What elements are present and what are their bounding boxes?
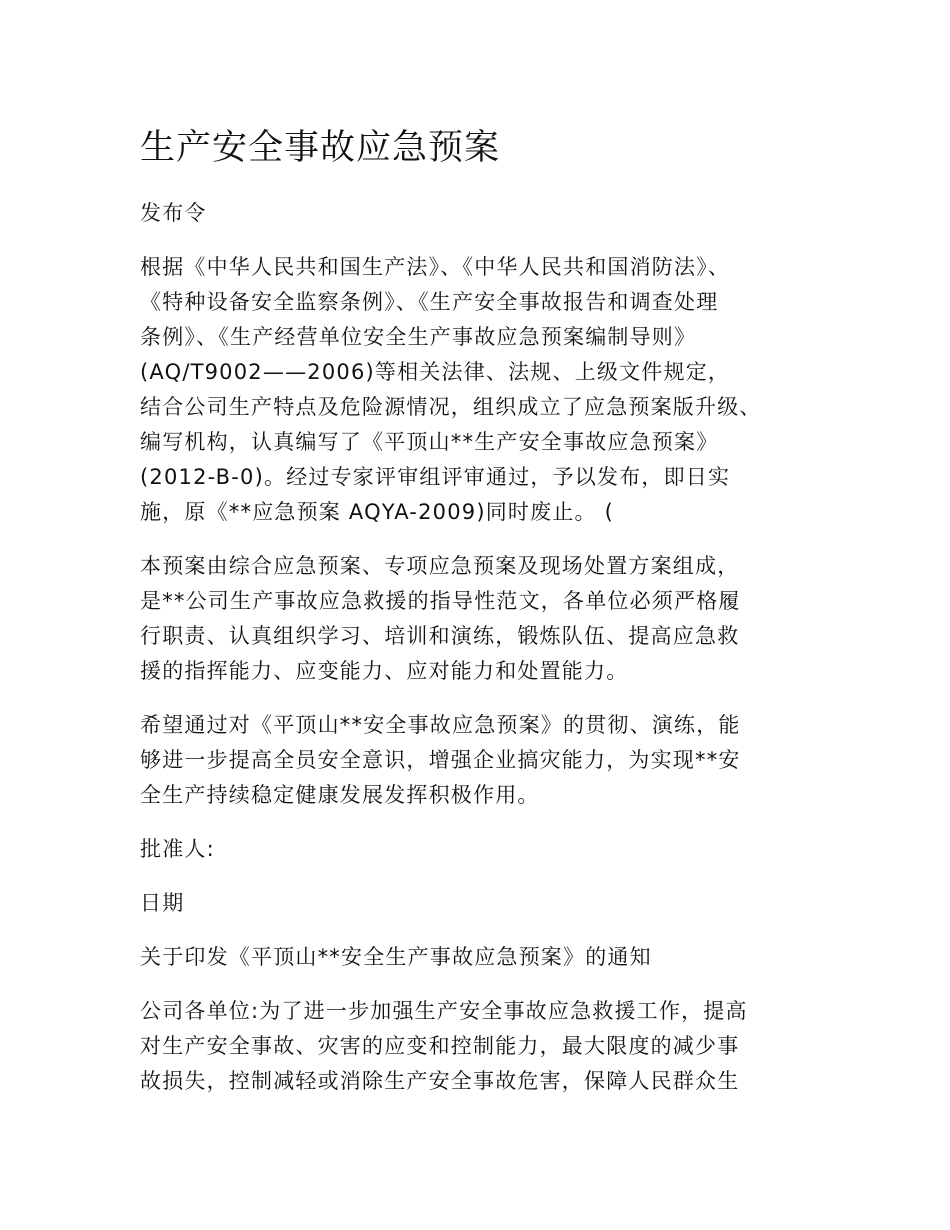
text-line: 本预案由综合应急预案、专项应急预案及现场处置方案组成，	[140, 554, 740, 578]
text-line: 全生产持续稳定健康发展发挥积极作用。	[140, 783, 540, 807]
text-line: 公司各单位:为了进一步加强生产安全事故应急救援工作，提高	[140, 999, 748, 1023]
text-line: (AQ/T9002——2006)等相关法律、法规、上级文件规定，	[140, 360, 731, 384]
text-line: 援的指挥能力、应变能力、应对能力和处置能力。	[140, 659, 629, 683]
text-line: 施，原《**应急预案 AQYA-2009)同时废止。 (	[140, 500, 614, 524]
text-line: (2012-B-0)。经过专家评审组评审通过，予以发布，即日实	[140, 465, 731, 489]
text-line: 行职责、认真组织学习、培训和演练，锻炼队伍、提高应急救	[140, 624, 740, 648]
text-line: 是**公司生产事故应急救援的指导性范文，各单位必须严格履	[140, 589, 741, 613]
text-line: 《特种设备安全监察条例》、《生产安全事故报告和调查处理	[140, 290, 719, 314]
text-line: 够进一步提高全员安全意识，增强企业搞灾能力，为实现**安	[140, 748, 741, 772]
paragraph-plan-composition	[140, 549, 815, 689]
date-label: 日期	[140, 891, 185, 915]
text-line: 对生产安全事故、灾害的应变和控制能力，最大限度的减少事	[140, 1034, 740, 1058]
text-line: 根据《中华人民共和国生产法》、《中华人民共和国消防法》、	[140, 255, 731, 279]
text-line: 故损失，控制减轻或消除生产安全事故危害，保障人民群众生	[140, 1069, 740, 1093]
approver-label: 批准人:	[140, 837, 215, 861]
text-line: 编写机构，认真编写了《平顶山**生产安全事故应急预案》	[140, 430, 719, 454]
document-title: 生产安全事故应急预案	[140, 128, 501, 168]
paragraph-notice	[140, 994, 815, 1099]
notice-title: 关于印发《平顶山**安全生产事故应急预案》的通知	[140, 945, 652, 969]
text-line: 希望通过对《平顶山**安全事故应急预案》的贯彻、演练，能	[140, 713, 741, 737]
text-line: 条例》、《生产经营单位安全生产事故应急预案编制导则》	[140, 325, 697, 349]
text-line: 结合公司生产特点及危险源情况，组织成立了应急预案版升级、	[140, 395, 762, 419]
paragraph-expectation	[140, 708, 815, 813]
section-heading: 发布令	[140, 201, 207, 225]
paragraph-release-order	[140, 250, 815, 530]
document-page	[140, 120, 815, 1118]
